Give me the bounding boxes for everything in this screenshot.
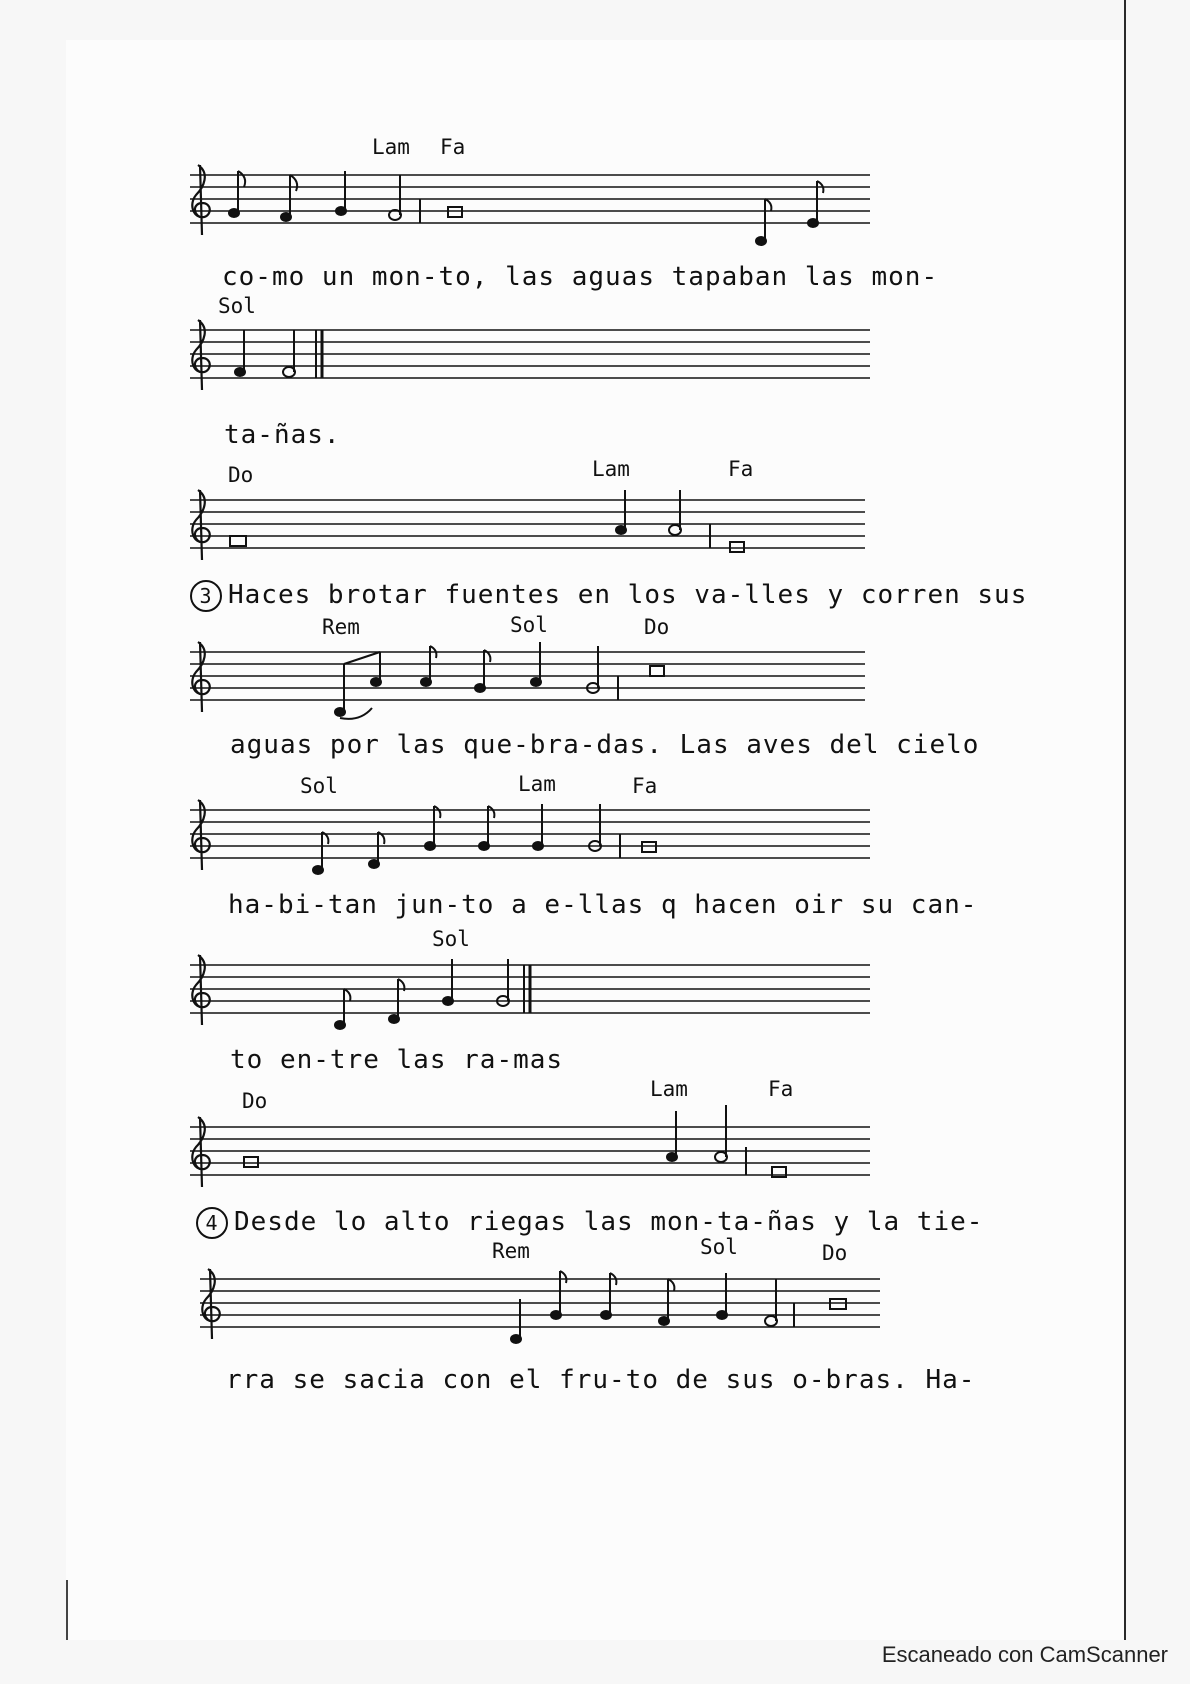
verse-number-badge: 4 xyxy=(196,1207,228,1239)
chord-label: Sol xyxy=(700,1235,738,1259)
chord-label: Lam xyxy=(592,457,630,481)
chord-label: Rem xyxy=(322,615,360,639)
music-staff xyxy=(190,800,940,890)
music-staff xyxy=(190,955,940,1045)
chord-label: Sol xyxy=(432,927,470,951)
lyric-line xyxy=(190,580,1027,612)
chord-label: Lam xyxy=(650,1077,688,1101)
music-staff xyxy=(190,642,940,732)
chord-label: Lam xyxy=(372,135,410,159)
chord-label: Sol xyxy=(218,294,256,318)
music-staff xyxy=(190,320,940,410)
camscanner-watermark: Escaneado con CamScanner xyxy=(881,1642,1168,1667)
lyric-line: ta-ñas. xyxy=(224,420,341,450)
page-edge-right xyxy=(1124,0,1126,1640)
chord-label: Fa xyxy=(440,135,466,159)
chord-label: Fa xyxy=(768,1077,794,1101)
music-staff xyxy=(190,1269,940,1359)
verse-number-badge: 3 xyxy=(190,580,222,612)
chord-label: Do xyxy=(228,463,254,487)
chord-label: Lam xyxy=(518,772,556,796)
chord-label: Do xyxy=(644,615,670,639)
lyric-line: rra se sacia con el fru-to de sus o-bras. Ha- xyxy=(226,1365,976,1395)
chord-label: Fa xyxy=(728,457,754,481)
chord-label: Rem xyxy=(492,1239,530,1263)
lyric-line: co-mo un mon-to, las aguas tapaban las mon- xyxy=(222,262,939,292)
chord-label: Do xyxy=(242,1089,268,1113)
lyric-line: ha-bi-tan jun-to a e-llas q hacen oir su can- xyxy=(228,890,978,920)
lyric-line: to en-tre las ra-mas xyxy=(230,1045,564,1075)
lyric-line xyxy=(196,1207,983,1239)
lyric-text: Haces brotar fuentes en los va-lles y corren sus xyxy=(228,580,1028,610)
chord-label: Do xyxy=(822,1241,848,1265)
music-staff xyxy=(190,165,940,255)
page-edge-left xyxy=(66,1580,68,1640)
lyric-text: Desde lo alto riegas las mon-ta-ñas y la tie- xyxy=(234,1207,984,1237)
chord-label: Sol xyxy=(510,613,548,637)
music-staff xyxy=(190,1117,940,1207)
music-staff xyxy=(190,490,940,580)
chord-label: Sol xyxy=(300,774,338,798)
chord-label: Fa xyxy=(632,774,658,798)
lyric-line: aguas por las que-bra-das. Las aves del cielo xyxy=(230,730,980,760)
